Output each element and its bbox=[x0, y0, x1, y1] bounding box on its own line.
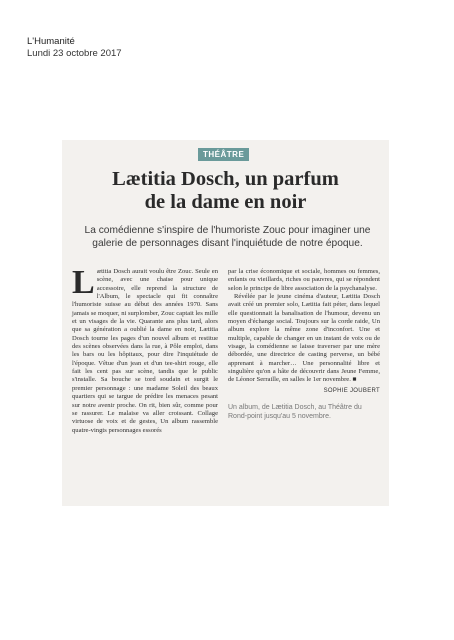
article-title bbox=[62, 168, 389, 214]
drop-cap: L bbox=[72, 264, 95, 301]
publication-name: L'Humanité bbox=[27, 36, 75, 47]
article-column-right bbox=[228, 268, 380, 421]
article-title-line-2: de la dame en noir bbox=[144, 191, 307, 213]
photo-caption: Un album, de Lætitia Dosch, au Théâtre du Rond-point jusqu'au 5 novembre. bbox=[228, 404, 362, 421]
section-badge: THÉÂTRE bbox=[198, 148, 249, 161]
article-standfirst: La comédienne s'inspire de l'humoriste Zouc pour imaginer une galerie de personnages disant l'inquiétude de notre époque. bbox=[84, 225, 371, 249]
column-left-text: ætitia Dosch aurait voulu être Zouc. Seule en scène, avec une chaise pour unique accessoire, elle reprend la structure de l'Album, le spectacle qui fit connaître l'humoriste suisse au début des années 1970. Sans jamais se moquer, ni surplomber, Zouc captait les mille et un visages de la vie. Quarante ans plus tard, alors que sa génération a oublié la dame en noir, Lætitia Dosch tourne les pages d'un nouvel album et restitue des scènes observées dans la rue, à Pôle emploi, dans les bars ou les hôpitaux, pour dire l'inquiétude de l'époque. Vêtue d'un jean et d'un tee-shirt rouge, elle fait les cent pas sur scène, tandis que le public s'installe. Sa bouche se tord soudain et surgit le premier personnage : une madame Soleil des beaux quartiers qui se targue de prédire les menaces pesant sur notre avenir proche. On rit, bien sûr, comme pour se rassurer. Le malaise va aller croissant. Collage virtuose de voix et de gestes, Un album rassemble quatre-vingts personnages essorés bbox=[72, 268, 218, 434]
column-right-paragraph-2: Révélée par le jeune cinéma d'auteur, Lætitia Dosch avait créé un premier solo, Lætitia fait péter, dans lequel elle questionnait la banalisation de l'humour, devenu un moyen d'échange social. Toujours sur la corde raide, Un album explore la même zone d'inconfort. Une et multiple, capable de changer en un instant de voix ou de visage, la comédienne se laisse traverser par une mère débordée, une directrice de casting perverse, un bébé apprenant à marcher… Une personnalité libre et singulière qu'on a hâte de découvrir dans Jeune Femme, de Léonor Serraille, en salles le 1er novembre. ■ bbox=[228, 293, 380, 384]
article-title-line-1: Lætitia Dosch, un parfum bbox=[112, 168, 339, 190]
publication-date: Lundi 23 octobre 2017 bbox=[27, 48, 122, 59]
column-right-paragraph-1: par la crise économique et sociale, hommes ou femmes, enfants ou vieillards, riches ou pauvres, qui se répondent selon le principe de libre association de la psychanalyse. bbox=[228, 268, 380, 292]
byline: SOPHIE JOUBERT bbox=[323, 387, 380, 394]
article-column-left bbox=[72, 264, 218, 435]
newspaper-clipping bbox=[62, 140, 389, 506]
page-header bbox=[27, 36, 122, 60]
